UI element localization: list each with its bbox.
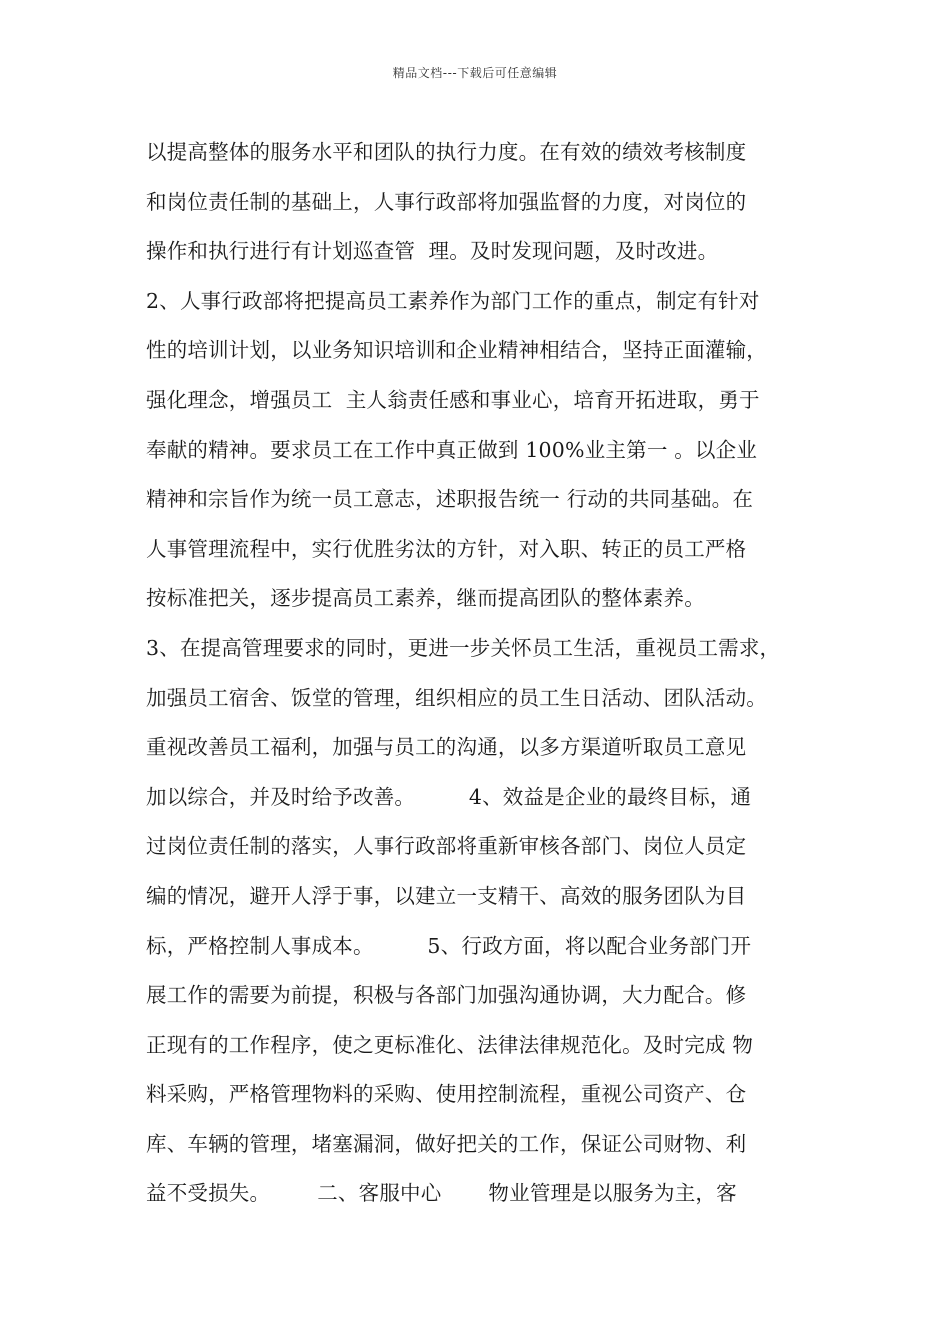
text-line: 加强员工宿舍、饭堂的管理，组织相应的员工生日活动、团队活动。 bbox=[146, 685, 767, 710]
text-line: 按标准把关，逐步提高员工素养，继而提高团队的整体素养。 bbox=[146, 586, 705, 611]
page-header: 精品文档---下载后可任意编辑 bbox=[392, 66, 558, 80]
text-line: 人事管理流程中，实行优胜劣汰的方针，对入职、转正的员工严格 bbox=[146, 536, 747, 561]
text-line: 正现有的工作程序，使之更标准化、法律法律规范化。及时完成 物 bbox=[146, 1032, 754, 1057]
text-line: 过岗位责任制的落实，人事行政部将重新审核各部门、岗位人员定 bbox=[146, 834, 747, 859]
text-line: 重视改善员工福利，加强与员工的沟通，以多方渠道听取员工意见 bbox=[146, 735, 747, 760]
text-line: 标，严格控制人事成本。 5、行政方面，将以配合业务部门开 bbox=[146, 933, 752, 958]
text-line: 加以综合，并及时给予改善。 4、效益是企业的最终目标，通 bbox=[146, 784, 752, 809]
text-line: 编的情况，避开人浮于事，以建立一支精干、高效的服务团队为目 bbox=[146, 883, 747, 908]
text-line: 3、在提高管理要求的同时，更进一步关怀员工生活，重视员工需求， bbox=[146, 635, 781, 660]
text-line: 展工作的需要为前提，积极与各部门加强沟通协调，大力配合。修 bbox=[146, 983, 747, 1008]
text-line: 和岗位责任制的基础上，人事行政部将加强监督的力度，对岗位的 bbox=[146, 189, 747, 214]
text-line: 强化理念，增强员工 主人翁责任感和事业心，培育开拓进取，勇于 bbox=[146, 387, 760, 412]
text-line: 操作和执行进行有计划巡查管 理。及时发现问题，及时改进。 bbox=[146, 239, 719, 264]
text-line: 益不受损失。 二、客服中心 物业管理是以服务为主，客 bbox=[146, 1181, 737, 1206]
text-line: 奉献的精神。要求员工在工作中真正做到 100%业主第一 。以企业 bbox=[146, 437, 758, 462]
text-line: 2、人事行政部将把提高员工素养作为部门工作的重点，制定有针对 bbox=[146, 288, 760, 313]
text-line: 料采购，严格管理物料的采购、使用控制流程，重视公司资产、仓 bbox=[146, 1082, 747, 1107]
text-line: 精神和宗旨作为统一员工意志，述职报告统一 行动的共同基础。在 bbox=[146, 487, 754, 512]
text-line: 性的培训计划，以业务知识培训和企业精神相结合，坚持正面灌输， bbox=[146, 338, 767, 363]
text-line: 库、车辆的管理，堵塞漏洞，做好把关的工作，保证公司财物、利 bbox=[146, 1131, 747, 1156]
body-text bbox=[146, 128, 826, 1219]
text-line: 以提高整体的服务水平和团队的执行力度。在有效的绩效考核制度 bbox=[146, 140, 747, 164]
